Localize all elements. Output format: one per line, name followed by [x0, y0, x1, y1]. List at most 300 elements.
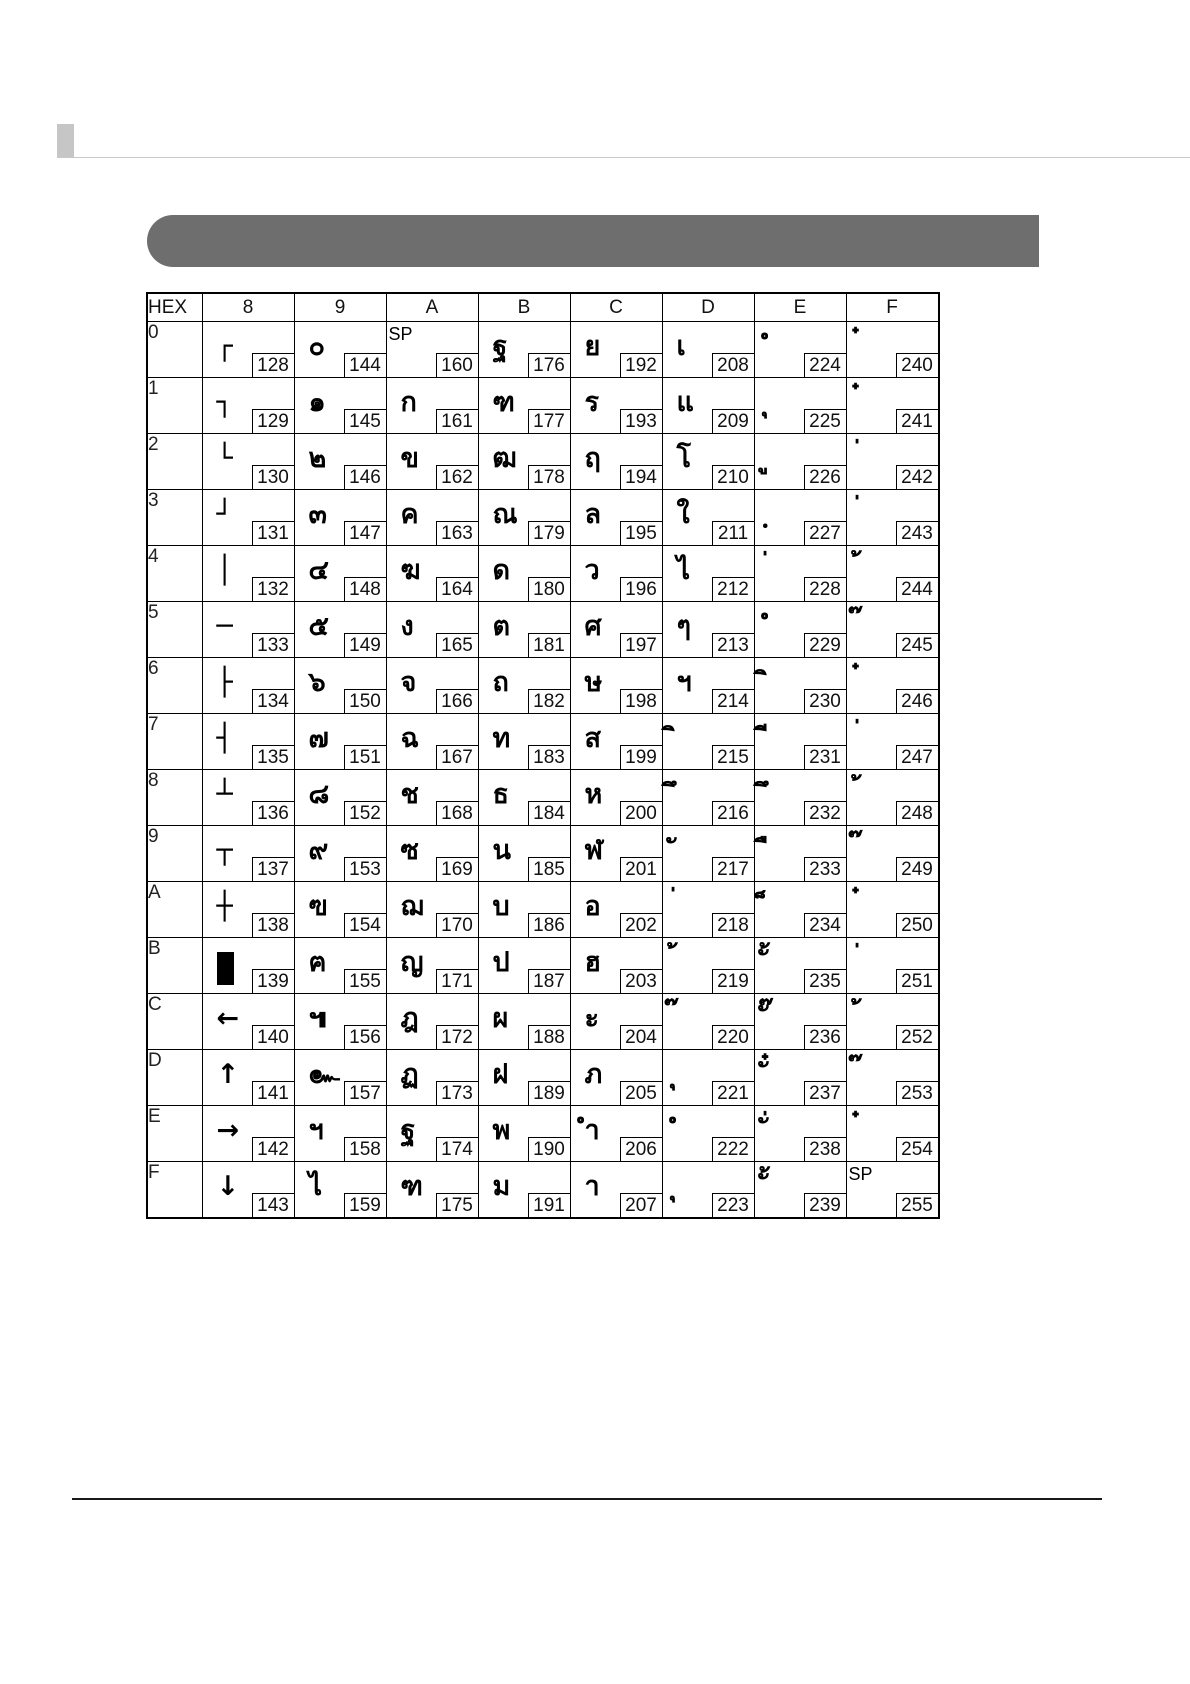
char-code: 253	[896, 1081, 938, 1105]
char-cell	[846, 826, 939, 882]
char-code: 254	[896, 1137, 938, 1161]
char-code: 168	[436, 801, 478, 825]
char-code: 167	[436, 745, 478, 769]
char-cell	[754, 1106, 846, 1162]
char-cell	[478, 938, 570, 994]
char-code: 174	[436, 1137, 478, 1161]
row-header: 8	[147, 770, 202, 826]
char-cell	[754, 826, 846, 882]
table-row	[147, 938, 939, 994]
char-code: 132	[252, 577, 294, 601]
char-glyph: ใ	[676, 499, 690, 530]
char-code: 218	[712, 913, 754, 937]
row-header: 2	[147, 434, 202, 490]
row-header: 4	[147, 546, 202, 602]
char-cell	[386, 1050, 478, 1106]
char-glyph: ย	[584, 331, 601, 362]
char-code: 246	[896, 689, 938, 713]
char-code: 192	[620, 353, 662, 377]
char-code: 163	[436, 521, 478, 545]
char-code: 221	[712, 1081, 754, 1105]
char-glyph: ญ	[400, 947, 424, 978]
char-code: 225	[804, 409, 846, 433]
char-cell	[662, 378, 754, 434]
char-code: 162	[436, 465, 478, 489]
table-row	[147, 882, 939, 938]
char-code: 130	[252, 465, 294, 489]
char-cell	[662, 1162, 754, 1218]
table-row	[147, 1106, 939, 1162]
char-glyph: ┴	[216, 779, 233, 810]
char-cell	[570, 490, 662, 546]
char-cell	[754, 434, 846, 490]
char-code: 147	[344, 521, 386, 545]
char-glyph: ม	[492, 1171, 511, 1202]
char-cell	[386, 546, 478, 602]
char-glyph: ฒ	[492, 443, 517, 474]
char-code: 237	[804, 1081, 846, 1105]
column-header: A	[386, 293, 478, 322]
char-glyph: ด	[492, 555, 511, 586]
char-glyph: ฑ	[492, 387, 515, 418]
char-code: 214	[712, 689, 754, 713]
char-cell	[386, 322, 478, 378]
char-cell	[846, 1106, 939, 1162]
char-code: 143	[252, 1193, 294, 1217]
char-cell	[478, 770, 570, 826]
char-glyph: น	[492, 835, 511, 866]
char-code: 172	[436, 1025, 478, 1049]
char-code: 142	[252, 1137, 294, 1161]
char-code: 194	[620, 465, 662, 489]
char-code: 183	[528, 745, 570, 769]
char-code: 203	[620, 969, 662, 993]
section-marker	[57, 124, 74, 158]
char-code: 241	[896, 409, 938, 433]
char-glyph: แ	[676, 387, 694, 418]
char-cell	[386, 770, 478, 826]
char-glyph: →	[216, 1115, 240, 1146]
char-glyph: ┘	[216, 499, 233, 530]
char-code: 215	[712, 745, 754, 769]
column-header: 8	[202, 293, 294, 322]
char-cell	[846, 938, 939, 994]
char-glyph: ฑ	[400, 1171, 423, 1202]
column-header: F	[846, 293, 939, 322]
char-cell	[478, 1162, 570, 1218]
char-cell	[386, 378, 478, 434]
char-code: 229	[804, 633, 846, 657]
char-cell	[386, 826, 478, 882]
char-glyph: ไ	[676, 555, 691, 586]
header-row	[147, 293, 939, 322]
char-code: 219	[712, 969, 754, 993]
row-header: 7	[147, 714, 202, 770]
char-code: 239	[804, 1193, 846, 1217]
char-code: 150	[344, 689, 386, 713]
char-code: 206	[620, 1137, 662, 1161]
char-cell	[386, 938, 478, 994]
char-glyph: ข	[400, 443, 419, 474]
char-cell	[202, 1050, 294, 1106]
char-cell	[478, 882, 570, 938]
char-glyph: ๙	[308, 835, 329, 866]
table-body	[147, 322, 939, 1218]
char-glyph: ภ	[584, 1059, 603, 1090]
char-glyph: │	[216, 555, 233, 586]
char-glyph: ฅ	[308, 947, 327, 978]
char-code: 148	[344, 577, 386, 601]
char-code: 138	[252, 913, 294, 937]
char-code: 187	[528, 969, 570, 993]
char-glyph: บ	[492, 891, 510, 922]
char-cell	[570, 770, 662, 826]
char-cell	[662, 938, 754, 994]
char-code: 222	[712, 1137, 754, 1161]
char-code: 154	[344, 913, 386, 937]
char-glyph: ฎ	[400, 1003, 419, 1034]
char-glyph: อ	[584, 891, 601, 922]
char-cell	[478, 546, 570, 602]
char-cell	[754, 770, 846, 826]
char-cell	[294, 826, 386, 882]
char-code: 175	[436, 1193, 478, 1217]
char-code: 158	[344, 1137, 386, 1161]
char-code: 202	[620, 913, 662, 937]
char-cell	[294, 1162, 386, 1218]
char-cell	[846, 322, 939, 378]
char-cell	[570, 1162, 662, 1218]
table-row	[147, 378, 939, 434]
char-glyph	[217, 952, 234, 985]
char-code: 151	[344, 745, 386, 769]
char-cell	[570, 826, 662, 882]
char-code: 235	[804, 969, 846, 993]
char-cell	[754, 1162, 846, 1218]
column-header: 9	[294, 293, 386, 322]
char-glyph: ๐	[308, 331, 325, 362]
column-header: D	[662, 293, 754, 322]
char-cell	[294, 938, 386, 994]
char-cell	[386, 602, 478, 658]
char-cell	[662, 714, 754, 770]
char-glyph: ร	[584, 387, 600, 418]
char-code: 160	[436, 353, 478, 377]
char-cell	[294, 1050, 386, 1106]
char-code: 186	[528, 913, 570, 937]
char-code: 169	[436, 857, 478, 881]
char-code: 145	[344, 409, 386, 433]
column-header: C	[570, 293, 662, 322]
title-bar	[147, 215, 1039, 267]
char-code: 195	[620, 521, 662, 545]
char-code: 170	[436, 913, 478, 937]
char-code: 191	[528, 1193, 570, 1217]
char-glyph: ฯ	[676, 667, 692, 698]
row-header: 6	[147, 658, 202, 714]
char-glyph: ─	[216, 611, 233, 642]
table-row	[147, 658, 939, 714]
char-glyph: ำ	[584, 1115, 600, 1146]
char-cell	[294, 378, 386, 434]
char-glyph: ล	[584, 499, 602, 530]
char-cell	[478, 602, 570, 658]
table-row	[147, 1162, 939, 1218]
char-code: 226	[804, 465, 846, 489]
row-header: F	[147, 1162, 202, 1218]
char-code: 250	[896, 913, 938, 937]
char-cell	[662, 826, 754, 882]
char-cell	[294, 434, 386, 490]
char-code: 240	[896, 353, 938, 377]
char-code: 248	[896, 801, 938, 825]
char-cell	[662, 546, 754, 602]
column-header: E	[754, 293, 846, 322]
char-glyph: ง	[400, 611, 414, 642]
char-code: 137	[252, 857, 294, 881]
char-cell	[294, 994, 386, 1050]
char-glyph: ๑	[308, 387, 326, 418]
char-code: 209	[712, 409, 754, 433]
row-header: 0	[147, 322, 202, 378]
char-code: 220	[712, 1025, 754, 1049]
char-cell	[570, 322, 662, 378]
char-code: 205	[620, 1081, 662, 1105]
char-glyph: ฬ	[584, 835, 603, 866]
char-glyph: ┼	[216, 891, 233, 922]
char-cell	[754, 602, 846, 658]
char-cell	[754, 882, 846, 938]
char-code: 245	[896, 633, 938, 657]
char-cell	[846, 490, 939, 546]
char-code: 180	[528, 577, 570, 601]
char-glyph: ส	[584, 723, 601, 754]
char-glyph: ห	[584, 779, 603, 810]
char-glyph: SP	[388, 324, 413, 344]
char-code: 227	[804, 521, 846, 545]
char-code: 171	[436, 969, 478, 993]
char-code: 247	[896, 745, 938, 769]
char-code: 156	[344, 1025, 386, 1049]
char-cell	[294, 546, 386, 602]
char-cell	[846, 1050, 939, 1106]
char-code: 178	[528, 465, 570, 489]
char-cell	[570, 938, 662, 994]
char-cell	[662, 602, 754, 658]
char-cell	[846, 882, 939, 938]
char-code: 217	[712, 857, 754, 881]
char-cell	[202, 938, 294, 994]
char-code: 196	[620, 577, 662, 601]
char-glyph: ๆ	[676, 611, 692, 642]
char-glyph: ┐	[216, 387, 233, 418]
char-glyph: า	[584, 1171, 600, 1202]
char-code: 152	[344, 801, 386, 825]
row-header: B	[147, 938, 202, 994]
char-code: 146	[344, 465, 386, 489]
table-row	[147, 1050, 939, 1106]
char-glyph: ↑	[216, 1059, 240, 1090]
table-row	[147, 714, 939, 770]
char-code: 190	[528, 1137, 570, 1161]
char-code: 182	[528, 689, 570, 713]
char-glyph: ฝ	[492, 1059, 509, 1090]
char-code: 136	[252, 801, 294, 825]
char-cell	[386, 882, 478, 938]
char-cell	[570, 882, 662, 938]
char-glyph: ฮ	[584, 947, 601, 978]
char-cell	[294, 490, 386, 546]
char-cell	[386, 1162, 478, 1218]
character-code-table	[146, 292, 940, 1219]
char-code: 173	[436, 1081, 478, 1105]
table-row	[147, 434, 939, 490]
row-header: D	[147, 1050, 202, 1106]
char-code: 188	[528, 1025, 570, 1049]
char-glyph: ┬	[216, 835, 233, 866]
char-code: 197	[620, 633, 662, 657]
char-glyph: SP	[848, 1164, 873, 1184]
char-code: 242	[896, 465, 938, 489]
row-header: 1	[147, 378, 202, 434]
char-code: 159	[344, 1193, 386, 1217]
char-cell	[570, 378, 662, 434]
char-code: 213	[712, 633, 754, 657]
char-code: 210	[712, 465, 754, 489]
char-code: 139	[252, 969, 294, 993]
char-glyph: ธ	[492, 779, 509, 810]
char-glyph: ฏ	[400, 1059, 419, 1090]
char-cell	[202, 714, 294, 770]
char-cell	[294, 658, 386, 714]
char-code: 131	[252, 521, 294, 545]
row-header: A	[147, 882, 202, 938]
char-cell	[202, 770, 294, 826]
char-code: 157	[344, 1081, 386, 1105]
char-glyph: ๓	[308, 499, 327, 530]
char-glyph: ป	[492, 947, 510, 978]
char-glyph: ณ	[492, 499, 518, 530]
char-cell	[662, 770, 754, 826]
char-glyph: ว	[584, 555, 600, 586]
char-code: 161	[436, 409, 478, 433]
char-cell	[202, 490, 294, 546]
row-header: C	[147, 994, 202, 1050]
char-cell	[478, 994, 570, 1050]
char-code: 223	[712, 1193, 754, 1217]
char-cell	[846, 1162, 939, 1218]
char-glyph: ฐ	[492, 331, 508, 362]
char-glyph: ๛	[308, 1059, 340, 1090]
char-cell	[754, 490, 846, 546]
char-code: 198	[620, 689, 662, 713]
char-cell	[754, 322, 846, 378]
char-code: 216	[712, 801, 754, 825]
char-cell	[846, 714, 939, 770]
char-code: 189	[528, 1081, 570, 1105]
char-code: 185	[528, 857, 570, 881]
char-cell	[386, 714, 478, 770]
table-row	[147, 826, 939, 882]
char-cell	[294, 882, 386, 938]
char-code: 134	[252, 689, 294, 713]
char-cell	[478, 322, 570, 378]
char-glyph: ๘	[308, 779, 330, 810]
char-glyph: ๖	[308, 667, 326, 698]
char-glyph: โ	[676, 443, 692, 474]
char-glyph: ฉ	[400, 723, 419, 754]
char-code: 212	[712, 577, 754, 601]
char-code: 141	[252, 1081, 294, 1105]
column-header: B	[478, 293, 570, 322]
char-code: 249	[896, 857, 938, 881]
char-glyph: ↓	[216, 1171, 240, 1202]
char-glyph: ศ	[584, 611, 602, 642]
char-cell	[846, 378, 939, 434]
char-cell	[570, 658, 662, 714]
char-cell	[754, 546, 846, 602]
char-code: 144	[344, 353, 386, 377]
char-code: 232	[804, 801, 846, 825]
char-glyph: ท	[492, 723, 511, 754]
char-cell	[662, 490, 754, 546]
char-glyph: ษ	[584, 667, 603, 698]
char-code: 252	[896, 1025, 938, 1049]
char-cell	[662, 322, 754, 378]
char-cell	[202, 658, 294, 714]
row-header: E	[147, 1106, 202, 1162]
char-cell	[662, 1106, 754, 1162]
char-cell	[662, 882, 754, 938]
char-code: 149	[344, 633, 386, 657]
char-glyph: ┤	[216, 723, 233, 754]
char-code: 140	[252, 1025, 294, 1049]
char-cell	[478, 826, 570, 882]
char-cell	[662, 658, 754, 714]
table-row	[147, 770, 939, 826]
char-glyph: ๗	[308, 723, 329, 754]
char-cell	[386, 434, 478, 490]
char-code: 201	[620, 857, 662, 881]
char-cell	[202, 378, 294, 434]
char-cell	[570, 1050, 662, 1106]
char-cell	[386, 658, 478, 714]
char-glyph: ├	[216, 667, 233, 698]
char-glyph: จ	[400, 667, 417, 698]
char-code: 153	[344, 857, 386, 881]
char-glyph: ผ	[492, 1003, 509, 1034]
char-cell	[202, 1106, 294, 1162]
char-cell	[570, 714, 662, 770]
char-cell	[202, 994, 294, 1050]
char-glyph: ฐ	[400, 1115, 416, 1146]
char-code: 228	[804, 577, 846, 601]
char-code: 204	[620, 1025, 662, 1049]
table-row	[147, 994, 939, 1050]
char-code: 230	[804, 689, 846, 713]
char-cell	[754, 658, 846, 714]
char-cell	[294, 714, 386, 770]
char-code: 177	[528, 409, 570, 433]
char-glyph: ก	[400, 387, 417, 418]
char-code: 251	[896, 969, 938, 993]
char-glyph: ถ	[492, 667, 509, 698]
char-cell	[386, 490, 478, 546]
char-cell	[202, 1162, 294, 1218]
char-glyph: เ	[676, 331, 686, 362]
char-code: 234	[804, 913, 846, 937]
char-cell	[846, 994, 939, 1050]
